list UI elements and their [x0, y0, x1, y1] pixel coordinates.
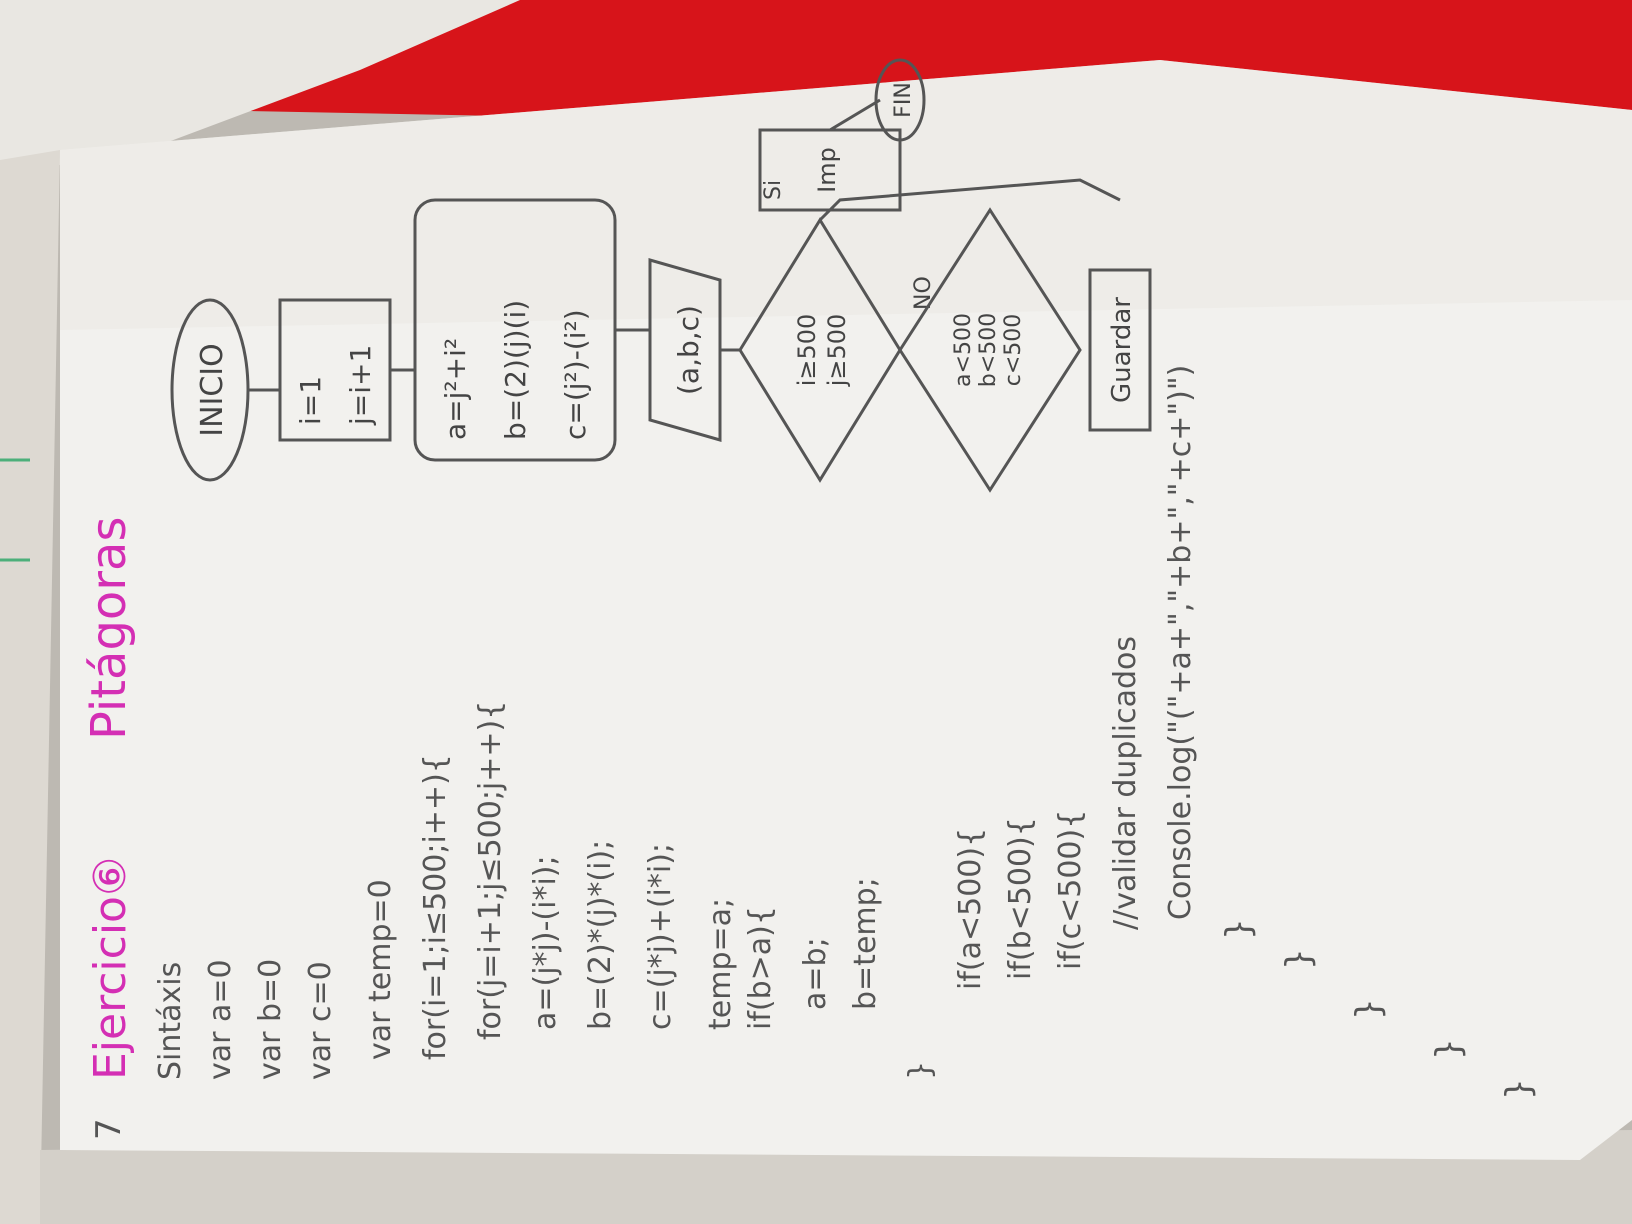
code-line-6: for(i=1;i≤500;i++){ — [418, 754, 453, 1060]
code-line-12: if(b>a){ — [743, 906, 778, 1030]
process-line-1: a=j²+i² — [439, 337, 472, 440]
code-line-21: } — [1219, 918, 1259, 940]
code-line-19: //validar duplicados — [1108, 636, 1143, 930]
yes-label: Si — [761, 179, 786, 200]
print-label: Imp — [813, 147, 841, 193]
code-line-7: for(j=i+1;j≤500;j++){ — [473, 700, 508, 1040]
no-label: NO — [911, 276, 936, 310]
code-line-24: } — [1429, 1038, 1469, 1060]
decision-1-line-1: i≥500 — [793, 313, 821, 387]
code-line-3: var b=0 — [253, 958, 288, 1080]
code-line-1: Sintáxis — [153, 961, 188, 1080]
code-line-13: a=b; — [798, 937, 833, 1010]
code-line-25: } — [1499, 1078, 1539, 1100]
decision-2-line-3: c<500 — [1001, 313, 1026, 387]
code-line-5: var temp=0 — [363, 879, 398, 1060]
init-line-1: i=1 — [294, 375, 327, 425]
code-line-2: var a=0 — [203, 959, 238, 1080]
code-line-10: c=(j*j)+(i*i); — [643, 842, 678, 1030]
code-line-18: if(c<500){ — [1053, 809, 1088, 970]
title-pitagoras: Pitágoras — [81, 516, 137, 740]
end-label: FIN — [891, 82, 916, 118]
page-number: 7 — [89, 1118, 129, 1140]
code-line-14: b=temp; — [848, 877, 883, 1010]
exercise-heading: Ejercicio⑥ — [85, 856, 136, 1080]
code-line-11: temp=a; — [703, 897, 738, 1030]
init-line-2: j=i+1 — [344, 344, 377, 425]
code-line-15: } — [903, 1060, 938, 1080]
code-line-8: a=(j*j)-(i*i); — [528, 855, 563, 1030]
process-line-3: c=(j²)-(i²) — [559, 309, 592, 440]
decision-2-line-1: a<500 — [951, 313, 976, 387]
code-line-17: if(b<500){ — [1003, 817, 1038, 980]
code-line-23: } — [1349, 998, 1389, 1020]
decision-2-line-2: b<500 — [976, 312, 1001, 388]
decision-1-line-2: j≥500 — [823, 313, 851, 387]
code-line-9: b=(2)*(j)*(i); — [583, 839, 618, 1030]
code-line-4: var c=0 — [303, 961, 338, 1080]
code-line-22: } — [1279, 948, 1319, 970]
process-line-2: b=(2)(j)(i) — [499, 299, 532, 440]
io-label: (a,b,c) — [672, 305, 705, 395]
save-label: Guardar — [1107, 297, 1137, 403]
code-line-16: if(a<500){ — [953, 827, 988, 990]
start-label: INICIO — [195, 343, 230, 437]
code-line-20: Console.log("("+a+","+b+","+c+")") — [1163, 364, 1198, 920]
